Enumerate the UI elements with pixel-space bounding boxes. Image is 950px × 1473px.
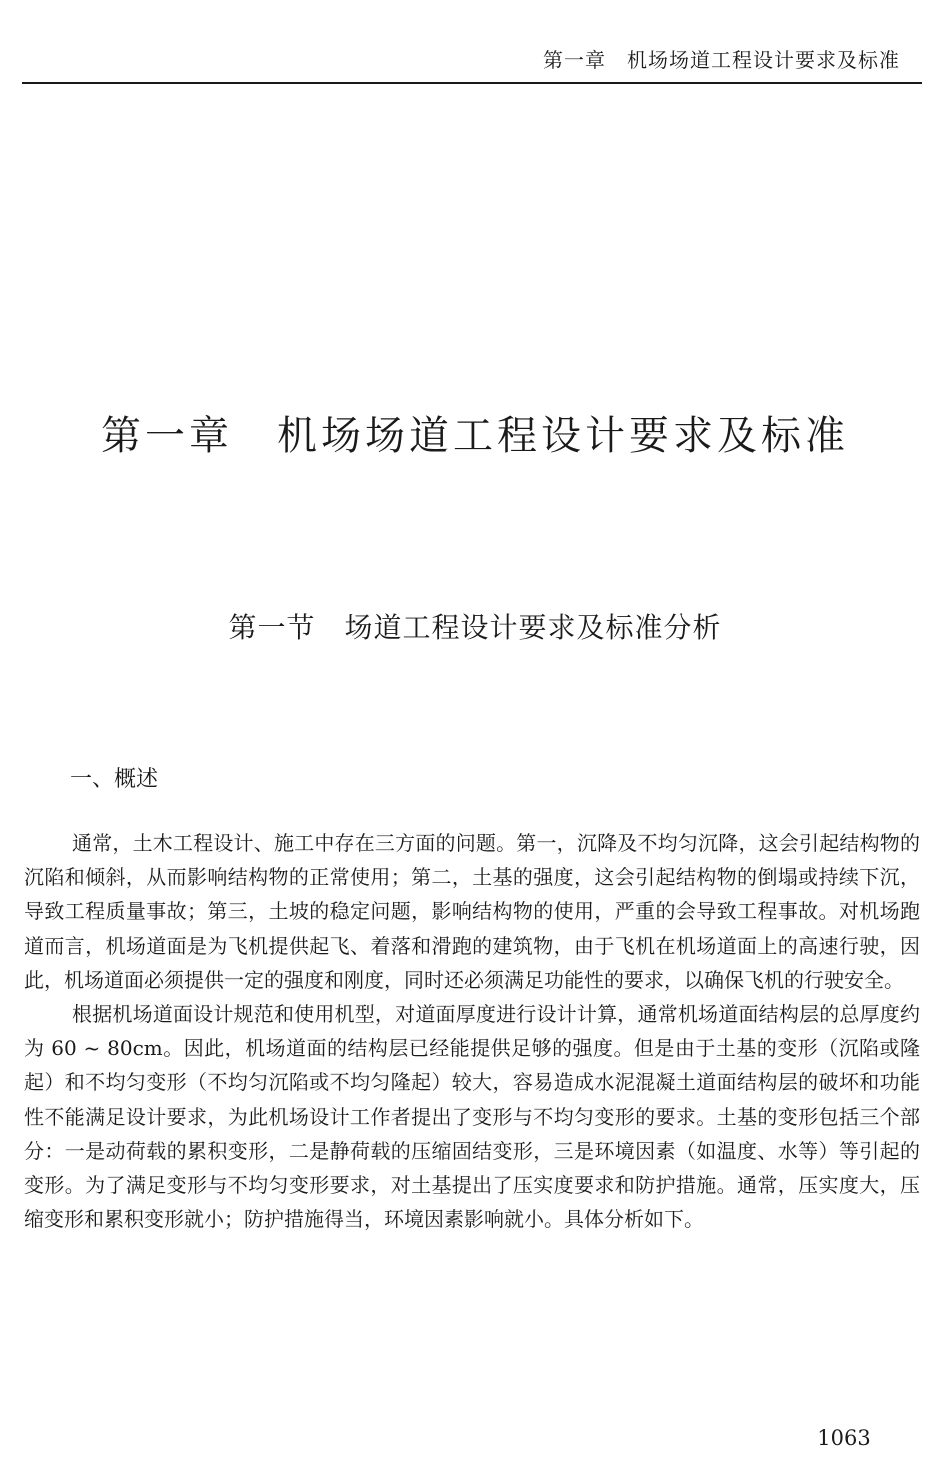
paragraph-overview-problems: 通常，土木工程设计、施工中存在三方面的问题。第一，沉降及不均匀沉降，这会引起结构物的沉陷和倾斜，从而影响结构物的正常使用；第二，土基的强度，这会引起结构物的倒塌或持续下沉，导致工程质量事故；第三，土坡的稳定问题，影响结构物的使用，严重的会导致工程事故。对机场跑道而言，机场道面是为飞机提供起飞、着落和滑跑的建筑物，由于飞机在机场道面上的高速行驶，因此，机场道面必须提供一定的强度和刚度，同时还必须满足功能性的要求，以确保飞机的行驶安全。 — [24, 831, 920, 992]
running-header-title: 第一章 机场场道工程设计要求及标准 — [543, 48, 900, 72]
running-header — [22, 40, 922, 84]
section-title: 第一节 场道工程设计要求及标准分析 — [228, 611, 722, 644]
paragraph-deformation-requirements: 根据机场道面设计规范和使用机型，对道面厚度进行设计计算，通常机场道面结构层的总厚度约为 60 ~ 80cm。因此，机场道面的结构层已经能提供足够的强度。但是由于土基的变形（沉陷或隆起）和不均匀变形（不均匀沉陷或不均匀隆起）较大，容易造成水泥混凝土道面结构层的破坏和功能性不能满足设计要求，为此机场设计工作者提出了变形与不均匀变形的要求。土基的变形包括三个部分：一是动荷载的累积变形，二是静荷载的压缩固结变形，三是环境因素（如温度、水等）等引起的变形。为了满足变形与不均匀变形要求，对土基提出了压实度要求和防护措施。通常，压实度大，压缩变形和累积变形就小；防护措施得当，环境因素影响就小。具体分析如下。 — [24, 1002, 920, 1232]
chapter-title: 第一章 机场场道工程设计要求及标准 — [101, 413, 849, 459]
subsection-title: 一、概述 — [70, 767, 159, 792]
body-text — [24, 826, 920, 1236]
page-number: 1063 — [817, 1426, 871, 1450]
